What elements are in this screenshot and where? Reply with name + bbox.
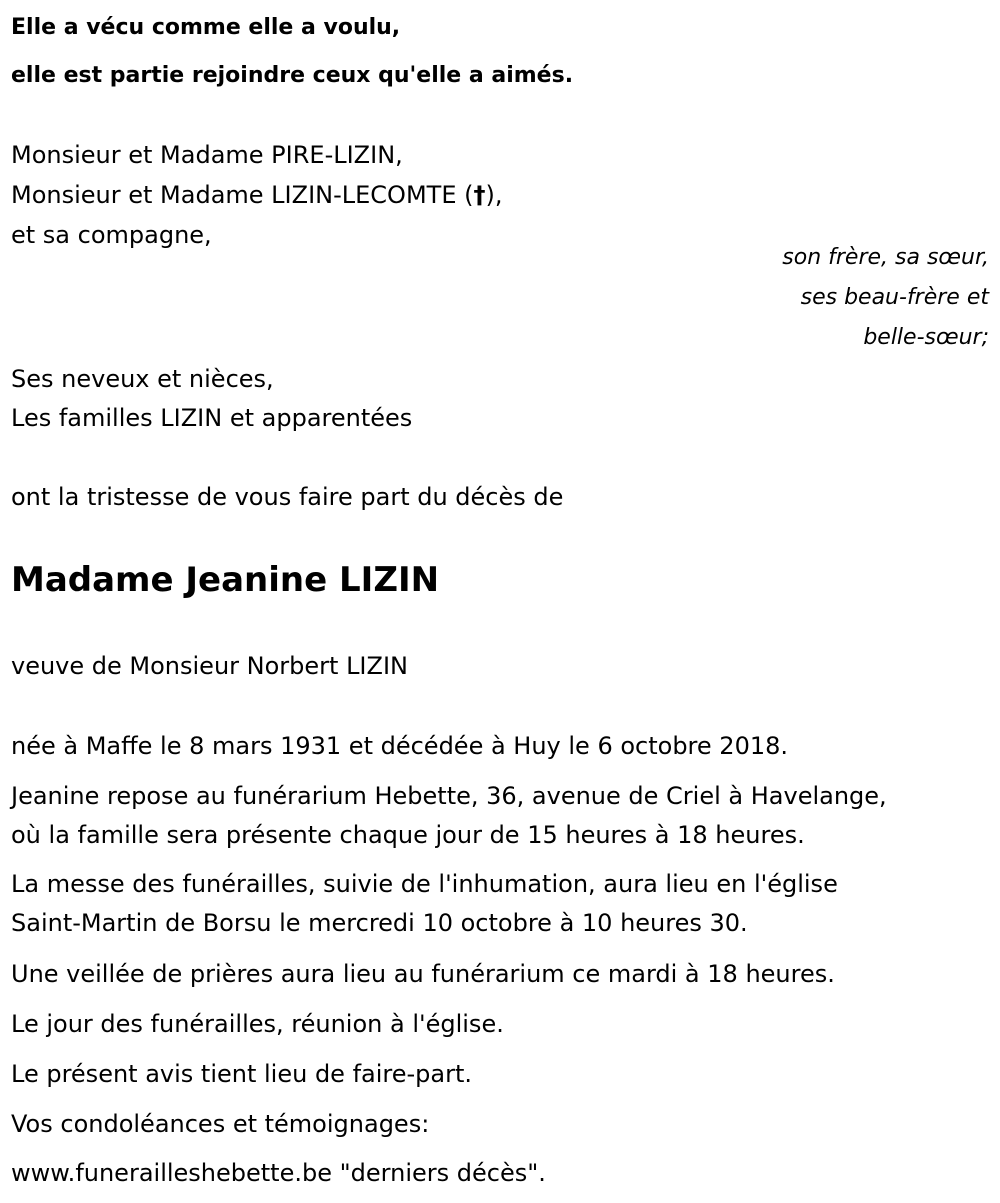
- funerarium-line-2: où la famille sera présente chaque jour de 15 heures à 18 heures.: [11, 821, 805, 849]
- family-line-3: et sa compagne,: [11, 221, 212, 249]
- deceased-name: Madame Jeanine LIZIN: [11, 560, 440, 600]
- relation-line-3: belle-sœur;: [863, 325, 989, 350]
- meeting: Le jour des funérailles, réunion à l'église.: [11, 1010, 504, 1038]
- vigil: Une veillée de prières aura lieu au funérarium ce mardi à 18 heures.: [11, 960, 835, 988]
- epitaph-line-1: Elle a vécu comme elle a voulu,: [11, 15, 401, 40]
- relatives-line-2: Les familles LIZIN et apparentées: [11, 404, 413, 432]
- funerarium-line-1: Jeanine repose au funérarium Hebette, 36, avenue de Criel à Havelange,: [11, 782, 887, 810]
- relatives-line-1: Ses neveux et nièces,: [11, 365, 274, 393]
- relation-line-1: son frère, sa sœur,: [782, 245, 989, 270]
- family-line-2-text: Monsieur et Madame LIZIN-LECOMTE (: [11, 181, 474, 209]
- mass-line-1: La messe des funérailles, suivie de l'inhumation, aura lieu en l'église: [11, 870, 838, 898]
- notice: Le présent avis tient lieu de faire-part.: [11, 1060, 473, 1088]
- condolences: Vos condoléances et témoignages:: [11, 1110, 430, 1138]
- widow-of: veuve de Monsieur Norbert LIZIN: [11, 652, 408, 680]
- cross-icon: †: [473, 181, 486, 209]
- website: www.funerailleshebette.be "derniers décès".: [11, 1159, 546, 1187]
- family-line-2: [11, 180, 502, 210]
- family-line-2-end: ),: [485, 181, 503, 209]
- epitaph-line-2: elle est partie rejoindre ceux qu'elle a aimés.: [11, 63, 574, 88]
- mass-line-2: Saint-Martin de Borsu le mercredi 10 octobre à 10 heures 30.: [11, 909, 748, 937]
- relation-line-2: ses beau-frère et: [800, 285, 989, 310]
- family-line-1: Monsieur et Madame PIRE-LIZIN,: [11, 141, 403, 169]
- birth-death: née à Maffe le 8 mars 1931 et décédée à Huy le 6 octobre 2018.: [11, 732, 788, 760]
- announcement: ont la tristesse de vous faire part du décès de: [11, 483, 564, 511]
